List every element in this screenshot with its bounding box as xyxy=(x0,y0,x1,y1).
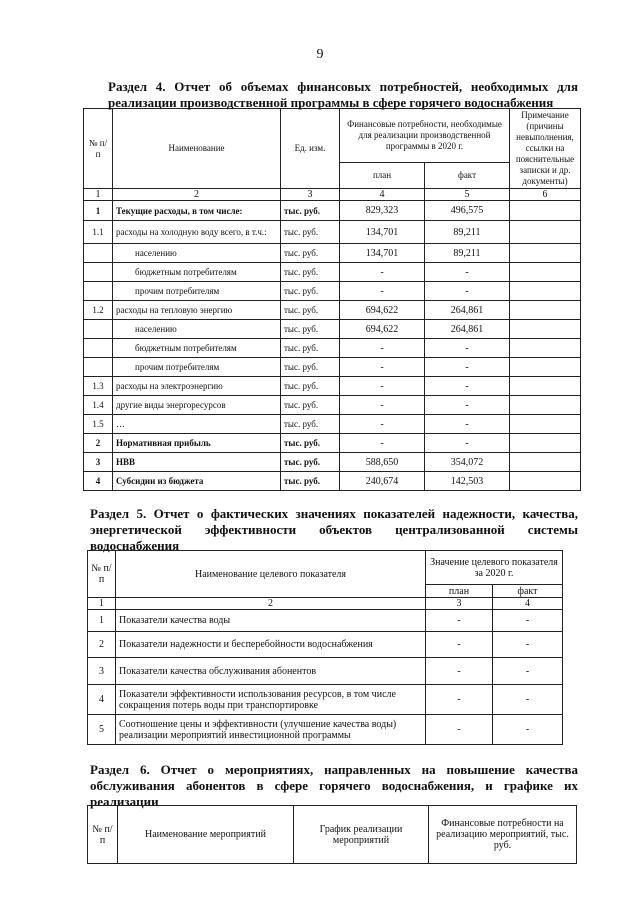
row-no xyxy=(84,320,113,339)
row-name: населению xyxy=(113,244,281,263)
row-fact: - xyxy=(425,358,510,377)
section6-table xyxy=(87,805,577,864)
colnum: 4 xyxy=(493,598,563,610)
table-row xyxy=(88,715,563,745)
header-fin: Финансовые потребности, необходимые для реализации производственной программы в 2020 г. xyxy=(340,109,510,163)
row-plan: 694,622 xyxy=(340,320,425,339)
row-unit: тыс. руб. xyxy=(281,415,340,434)
row-unit: тыс. руб. xyxy=(281,301,340,320)
row-no xyxy=(84,263,113,282)
row-no xyxy=(84,358,113,377)
row-note xyxy=(510,201,581,221)
table-row xyxy=(84,396,581,415)
row-plan: - xyxy=(426,658,493,685)
row-unit: тыс. руб. xyxy=(281,201,340,221)
header-no: № п/п xyxy=(88,806,118,864)
row-no: 1 xyxy=(88,610,116,632)
row-plan: - xyxy=(426,685,493,715)
row-unit: тыс. руб. xyxy=(281,453,340,472)
row-fact: 264,861 xyxy=(425,301,510,320)
row-plan: 240,674 xyxy=(340,472,425,491)
table-row xyxy=(88,632,563,658)
row-fact: 496,575 xyxy=(425,201,510,221)
row-plan: 134,701 xyxy=(340,244,425,263)
table-row xyxy=(88,685,563,715)
row-fact: 89,211 xyxy=(425,221,510,244)
table-row xyxy=(84,320,581,339)
row-name: бюджетным потребителям xyxy=(113,339,281,358)
row-name: … xyxy=(113,415,281,434)
row-unit: тыс. руб. xyxy=(281,472,340,491)
row-plan: - xyxy=(340,415,425,434)
section6-title: Раздел 6. Отчет о мероприятиях, направленных на повышение качества обслуживания абонентов в сфере горячего водоснабжения, и графике их реализации xyxy=(90,762,578,809)
table-row xyxy=(84,244,581,263)
section4-title: Раздел 4. Отчет об объемах финансовых потребностей, необходимых для реализации производственной программы в сфере горячего водоснабжения xyxy=(108,79,578,110)
header-no: № п/п xyxy=(84,109,113,189)
row-no: 1.5 xyxy=(84,415,113,434)
row-plan: - xyxy=(340,282,425,301)
row-fact: - xyxy=(425,263,510,282)
row-name: Соотношение цены и эффективности (улучшение качества воды) реализации мероприятий инвестиционной программы xyxy=(116,715,426,745)
row-no: 5 xyxy=(88,715,116,745)
row-plan: - xyxy=(340,339,425,358)
table-row xyxy=(84,377,581,396)
row-note xyxy=(510,453,581,472)
header-fact: факт xyxy=(425,163,510,189)
row-note xyxy=(510,263,581,282)
row-no: 2 xyxy=(88,632,116,658)
header-schedule: График реализации мероприятий xyxy=(294,806,429,864)
row-unit: тыс. руб. xyxy=(281,377,340,396)
row-note xyxy=(510,415,581,434)
row-name: Показатели качества воды xyxy=(116,610,426,632)
row-no: 4 xyxy=(88,685,116,715)
row-plan: - xyxy=(426,610,493,632)
table-row xyxy=(84,263,581,282)
row-note xyxy=(510,358,581,377)
colnum: 5 xyxy=(425,189,510,201)
row-unit: тыс. руб. xyxy=(281,263,340,282)
row-name: Показатели качества обслуживания абонентов xyxy=(116,658,426,685)
table-row xyxy=(84,453,581,472)
header-value: Значение целевого показателя за 2020 г. xyxy=(426,551,563,585)
header-fin: Финансовые потребности на реализацию мероприятий, тыс. руб. xyxy=(429,806,577,864)
row-fact: - xyxy=(493,632,563,658)
colnum: 1 xyxy=(88,598,116,610)
header-name: Наименование целевого показателя xyxy=(116,551,426,598)
row-fact: - xyxy=(425,377,510,396)
row-plan: - xyxy=(426,632,493,658)
table-row xyxy=(84,472,581,491)
table-row xyxy=(88,610,563,632)
row-note xyxy=(510,221,581,244)
row-name: расходы на тепловую энергию xyxy=(113,301,281,320)
row-note xyxy=(510,434,581,453)
row-no: 1.1 xyxy=(84,221,113,244)
row-fact: 264,861 xyxy=(425,320,510,339)
header-unit: Ед. изм. xyxy=(281,109,340,189)
row-fact: 89,211 xyxy=(425,244,510,263)
row-fact: - xyxy=(493,685,563,715)
row-name: Показатели эффективности использования ресурсов, в том числе сокращения потерь воды при транспортировке xyxy=(116,685,426,715)
row-plan: 134,701 xyxy=(340,221,425,244)
table-row xyxy=(84,201,581,221)
row-name: прочим потребителям xyxy=(113,358,281,377)
header-note: Примечание (причины невыполнения, ссылки на пояснительные записки и др. документы) xyxy=(510,109,581,189)
header-no: № п/п xyxy=(88,551,116,598)
row-unit: тыс. руб. xyxy=(281,358,340,377)
row-note xyxy=(510,282,581,301)
row-fact: - xyxy=(493,658,563,685)
colnum: 3 xyxy=(426,598,493,610)
row-no: 1.2 xyxy=(84,301,113,320)
table-row xyxy=(84,415,581,434)
row-name: Нормативная прибыль xyxy=(113,434,281,453)
row-plan: - xyxy=(426,715,493,745)
row-fact: 354,072 xyxy=(425,453,510,472)
table-row xyxy=(84,221,581,244)
row-name: Показатели надежности и бесперебойности водоснабжения xyxy=(116,632,426,658)
row-fact: - xyxy=(425,434,510,453)
row-note xyxy=(510,472,581,491)
row-name: бюджетным потребителям xyxy=(113,263,281,282)
row-no xyxy=(84,339,113,358)
row-plan: - xyxy=(340,358,425,377)
table-row xyxy=(88,658,563,685)
section5-title: Раздел 5. Отчет о фактических значениях показателей надежности, качества, энергетической эффективности объектов централизованной системы водоснабжения xyxy=(90,506,578,553)
row-name: населению xyxy=(113,320,281,339)
row-note xyxy=(510,339,581,358)
colnum: 3 xyxy=(281,189,340,201)
colnum: 4 xyxy=(340,189,425,201)
row-no: 3 xyxy=(84,453,113,472)
row-plan: - xyxy=(340,377,425,396)
row-note xyxy=(510,377,581,396)
page-number: 9 xyxy=(316,47,324,62)
header-name: Наименование xyxy=(113,109,281,189)
row-plan: - xyxy=(340,434,425,453)
row-name: Субсидии из бюджета xyxy=(113,472,281,491)
row-note xyxy=(510,301,581,320)
row-fact: 142,503 xyxy=(425,472,510,491)
row-unit: тыс. руб. xyxy=(281,434,340,453)
row-note xyxy=(510,320,581,339)
row-no xyxy=(84,244,113,263)
row-name: Текущие расходы, в том числе: xyxy=(113,201,281,221)
row-no: 1.4 xyxy=(84,396,113,415)
row-no: 1.3 xyxy=(84,377,113,396)
row-unit: тыс. руб. xyxy=(281,320,340,339)
row-no: 2 xyxy=(84,434,113,453)
table-row xyxy=(84,282,581,301)
row-unit: тыс. руб. xyxy=(281,396,340,415)
table-row xyxy=(84,301,581,320)
row-unit: тыс. руб. xyxy=(281,282,340,301)
header-plan: план xyxy=(340,163,425,189)
row-name: прочим потребителям xyxy=(113,282,281,301)
header-plan: план xyxy=(426,585,493,598)
row-fact: - xyxy=(425,282,510,301)
table-row xyxy=(84,339,581,358)
row-plan: 694,622 xyxy=(340,301,425,320)
row-name: расходы на электроэнергию xyxy=(113,377,281,396)
header-fact: факт xyxy=(493,585,563,598)
row-unit: тыс. руб. xyxy=(281,244,340,263)
table-row xyxy=(84,358,581,377)
row-fact: - xyxy=(425,339,510,358)
row-unit: тыс. руб. xyxy=(281,339,340,358)
row-no: 4 xyxy=(84,472,113,491)
row-no xyxy=(84,282,113,301)
row-note xyxy=(510,396,581,415)
row-plan: 829,323 xyxy=(340,201,425,221)
row-note xyxy=(510,244,581,263)
table-row xyxy=(84,434,581,453)
row-name: другие виды энергоресурсов xyxy=(113,396,281,415)
row-plan: 588,650 xyxy=(340,453,425,472)
row-fact: - xyxy=(425,396,510,415)
row-fact: - xyxy=(425,415,510,434)
colnum: 1 xyxy=(84,189,113,201)
section5-table xyxy=(87,550,563,745)
row-plan: - xyxy=(340,263,425,282)
row-name: расходы на холодную воду всего, в т.ч.: xyxy=(113,221,281,244)
colnum: 6 xyxy=(510,189,581,201)
row-unit: тыс. руб. xyxy=(281,221,340,244)
section4-table xyxy=(83,108,581,491)
row-no: 3 xyxy=(88,658,116,685)
header-name: Наименование мероприятий xyxy=(118,806,294,864)
row-fact: - xyxy=(493,715,563,745)
colnum: 2 xyxy=(113,189,281,201)
row-no: 1 xyxy=(84,201,113,221)
colnum: 2 xyxy=(116,598,426,610)
row-plan: - xyxy=(340,396,425,415)
row-fact: - xyxy=(493,610,563,632)
row-name: НВВ xyxy=(113,453,281,472)
